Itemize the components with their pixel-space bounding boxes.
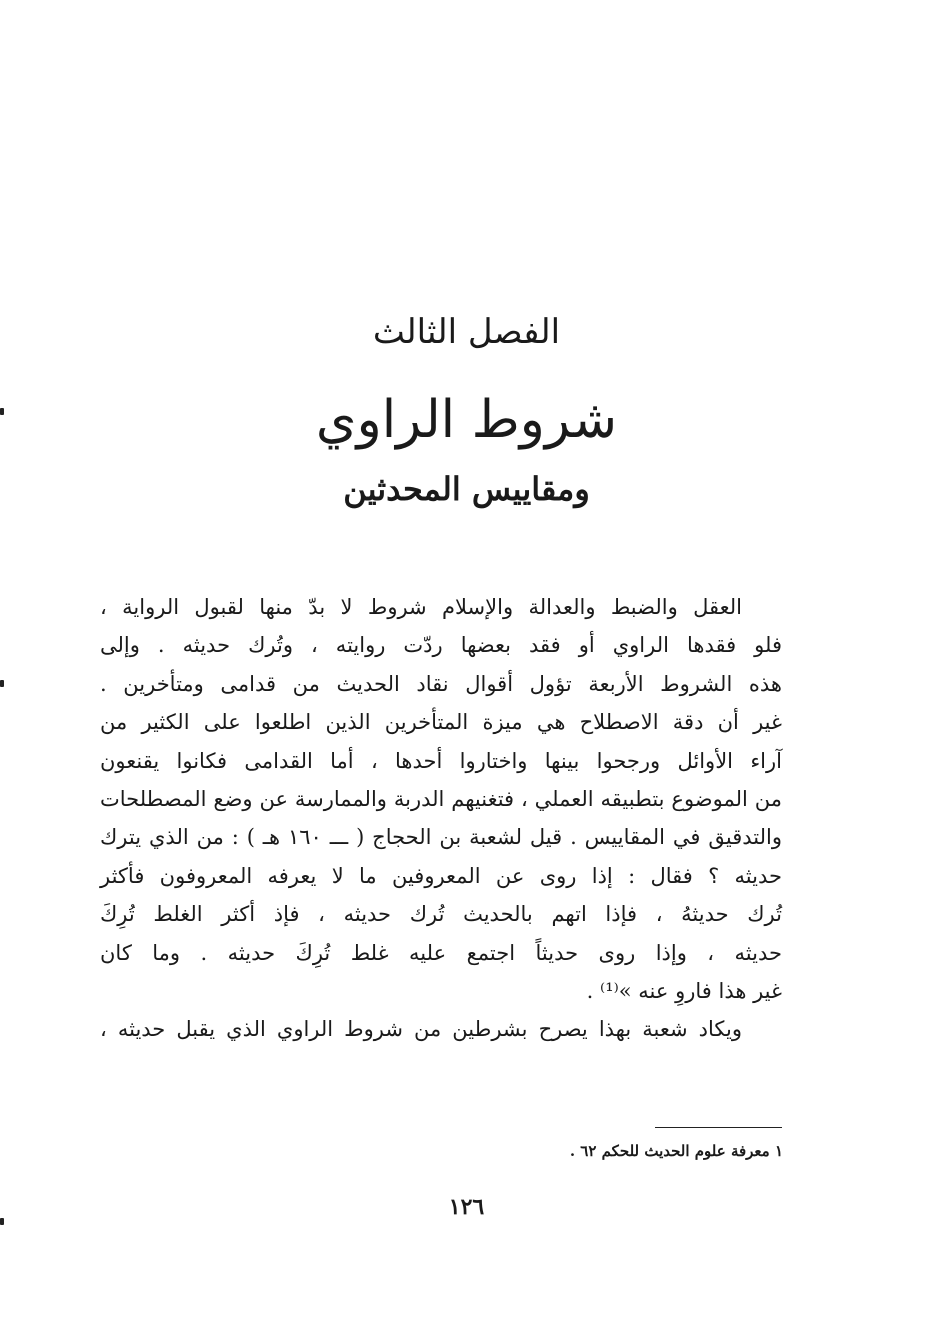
body-line: من الموضوع بتطبيقه العملي ، فتغنيهم الدربة والممارسة عن وضع المصطلحات <box>100 787 782 812</box>
body-text <box>100 588 782 1049</box>
footnote-divider <box>655 1127 782 1128</box>
chapter-label: الفصل الثالث <box>372 312 561 352</box>
page-number: ١٢٦ <box>448 1194 485 1220</box>
footnote: ١ معرفة علوم الحديث للحكم ٦٢ . <box>569 1142 783 1160</box>
chapter-subtitle: ومقاييس المحدثين <box>343 470 590 508</box>
body-line: حديثه ، وإذا روى حديثاً اجتمع عليه غلط تُرِكَ حديثه . وما كان <box>100 940 782 965</box>
body-line: تُرك حديثهُ ، فإذا اتهم بالحديث تُرك حديثه ، فإذ أكثر الغلط تُرِكَ <box>100 902 782 927</box>
chapter-title: شروط الراوي <box>315 390 618 450</box>
scan-mark <box>0 680 4 687</box>
body-line: والتدقيق في المقاييس . قيل لشعبة بن الحجاج ( ـــ ١٦٠ هـ ) : من الذي يترك <box>100 825 782 850</box>
body-line: غير هذا فاروِ عنه »⁽¹⁾ . <box>586 979 782 1004</box>
body-line: ويكاد شعبة بهذا يصرح بشرطين من شروط الراوي الذي يقبل حديثه ، <box>100 1017 742 1042</box>
body-line: حديثه ؟ فقال : إذا روى عن المعروفين ما لا يعرفه المعروفون فأكثر <box>100 863 782 888</box>
body-line: آراء الأوائل ورجحوا بينها واختاروا أحدها ، أما القدامى فكانوا يقنعون <box>100 748 782 773</box>
body-line: غير أن دقة الاصطلاح هي ميزة المتأخرين الذين اطلعوا على الكثير من <box>100 710 782 735</box>
body-line: العقل والضبط والعدالة والإسلام شروط لا بدّ منها لقبول الرواية ، <box>100 595 742 619</box>
body-line: هذه الشروط الأربعة تؤول أقوال نقاد الحديث من قدامى ومتأخرين . <box>100 671 782 696</box>
body-line: فلو فقدها الراوي أو فقد بعضها ردّت روايته ، وتُرك حديثه . وإلى <box>100 633 782 658</box>
